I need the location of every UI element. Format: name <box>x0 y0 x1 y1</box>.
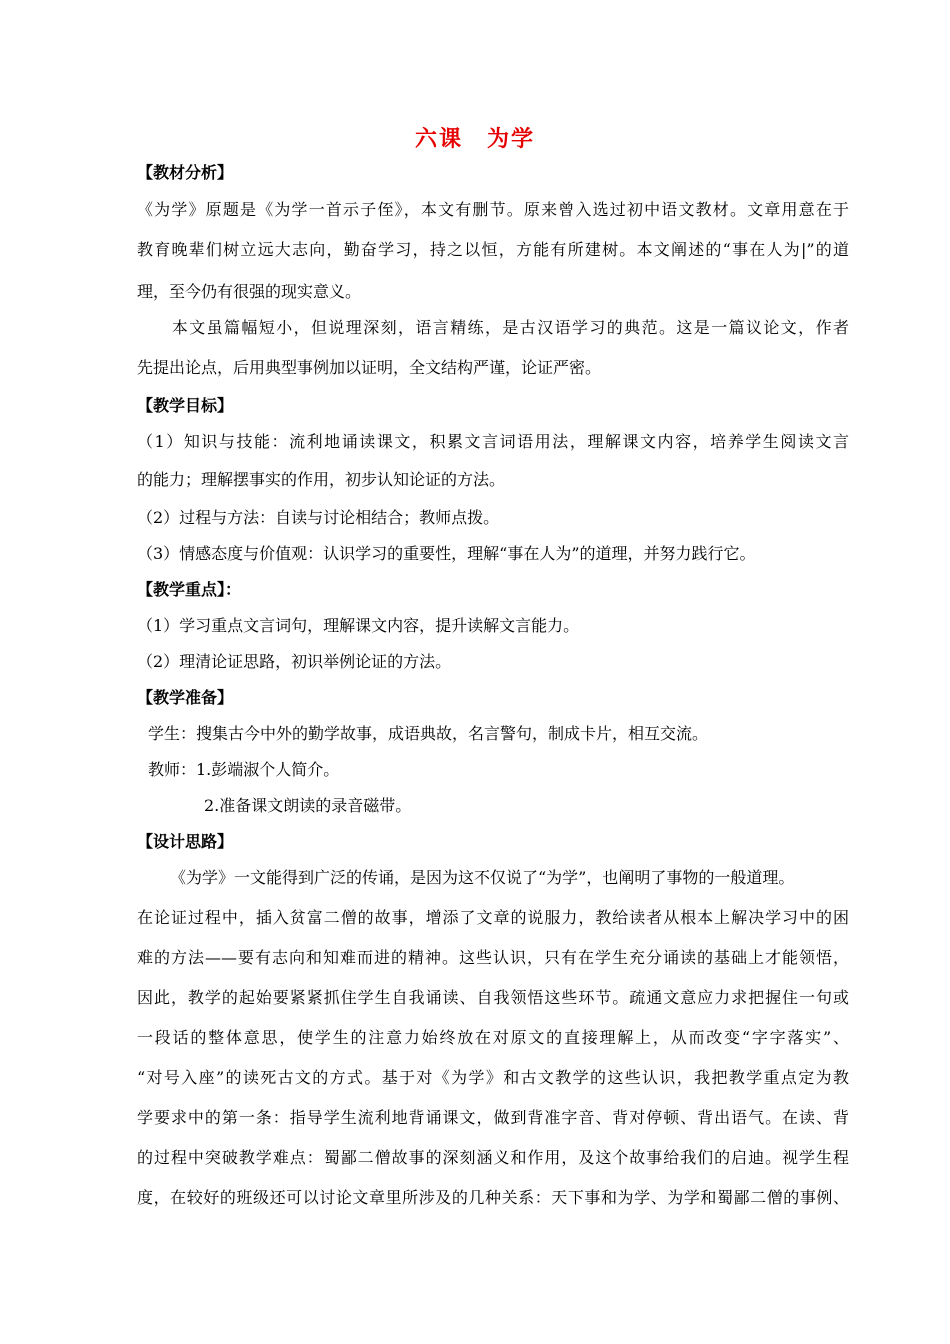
paragraph-line: 教师：1.彭端淑个人简介。 <box>148 760 340 779</box>
paragraph-line: 2.准备课文朗读的录音磁带。 <box>204 796 412 815</box>
paragraph-line: 度，在较好的班级还可以讨论文章里所涉及的几种关系：天下事和为学、为学和蜀鄙二僧的事例、 <box>137 1188 849 1207</box>
paragraph-line: 教育晚辈们树立远大志向，勤奋学习，持之以恒，方能有所建树。本文阐述的“事在人为|”的道 <box>137 240 849 259</box>
paragraph-line: 的能力；理解摆事实的作用，初步认知论证的方法。 <box>137 470 506 489</box>
page-title: 六课 为学 <box>414 127 535 152</box>
paragraph-line: （2）理清论证思路，初识举例论证的方法。 <box>137 652 452 671</box>
section-heading-goals: 【教学目标】 <box>137 396 234 415</box>
paragraph-line: 本文虽篇幅短小，但说理深刻，语言精练，是古汉语学习的典范。这是一篇议论文，作者 <box>137 318 849 337</box>
paragraph-line: （2）过程与方法：自读与讨论相结合；教师点拨。 <box>137 508 500 527</box>
paragraph-line: 因此，教学的起始要紧紧抓住学生自我诵读、自我领悟这些环节。疏通文意应力求把握住一句或 <box>137 988 849 1007</box>
paragraph-line: 学生：搜集古今中外的勤学故事，成语典故，名言警句，制成卡片，相互交流。 <box>148 724 709 743</box>
paragraph-line: 在论证过程中，插入贫富二僧的故事，增添了文章的说服力，教给读者从根本上解决学习中的困 <box>137 908 849 927</box>
paragraph-line: 理，至今仍有很强的现实意义。 <box>137 282 362 301</box>
paragraph-line: 学要求中的第一条：指导学生流利地背诵课文，做到背准字音、背对停顿、背出语气。在读、背 <box>137 1108 849 1127</box>
paragraph-line: （1）学习重点文言词句，理解课文内容，提升读解文言能力。 <box>137 616 580 635</box>
section-heading-focus: 【教学重点】： <box>137 580 242 599</box>
paragraph-line: 的过程中突破教学难点：蜀鄙二僧故事的深刻涵义和作用，及这个故事给我们的启迪。视学生程 <box>137 1148 849 1167</box>
paragraph-line: 难的方法——要有志向和知难而进的精神。这些认识，只有在学生充分诵读的基础上才能领悟， <box>137 948 849 967</box>
paragraph-line: “对号入座”的读死古文的方式。基于对《为学》和古文教学的这些认识，我把教学重点定为教 <box>137 1068 849 1087</box>
section-heading-prep: 【教学准备】 <box>137 688 234 707</box>
section-heading-analysis: 【教材分析】 <box>137 163 234 182</box>
paragraph-line: 先提出论点，后用典型事例加以证明，全文结构严谨，论证严密。 <box>137 358 602 377</box>
paragraph-line: 一段话的整体意思，使学生的注意力始终放在对原文的直接理解上，从而改变“字字落实”、 <box>137 1028 849 1047</box>
paragraph-line: （1）知识与技能：流利地诵读课文，积累文言词语用法，理解课文内容，培养学生阅读文言 <box>137 432 849 451</box>
paragraph-line: 《为学》一文能得到广泛的传诵，是因为这不仅说了“为学”，也阐明了事物的一般道理。 <box>170 868 795 887</box>
section-heading-design: 【设计思路】 <box>137 832 234 851</box>
paragraph-line: （3）情感态度与价值观：认识学习的重要性，理解“事在人为”的道理，并努力践行它。 <box>137 544 756 563</box>
paragraph-line: 《为学》原题是《为学一首示子侄》，本文有删节。原来曾入选过初中语文教材。文章用意在于 <box>137 200 849 219</box>
